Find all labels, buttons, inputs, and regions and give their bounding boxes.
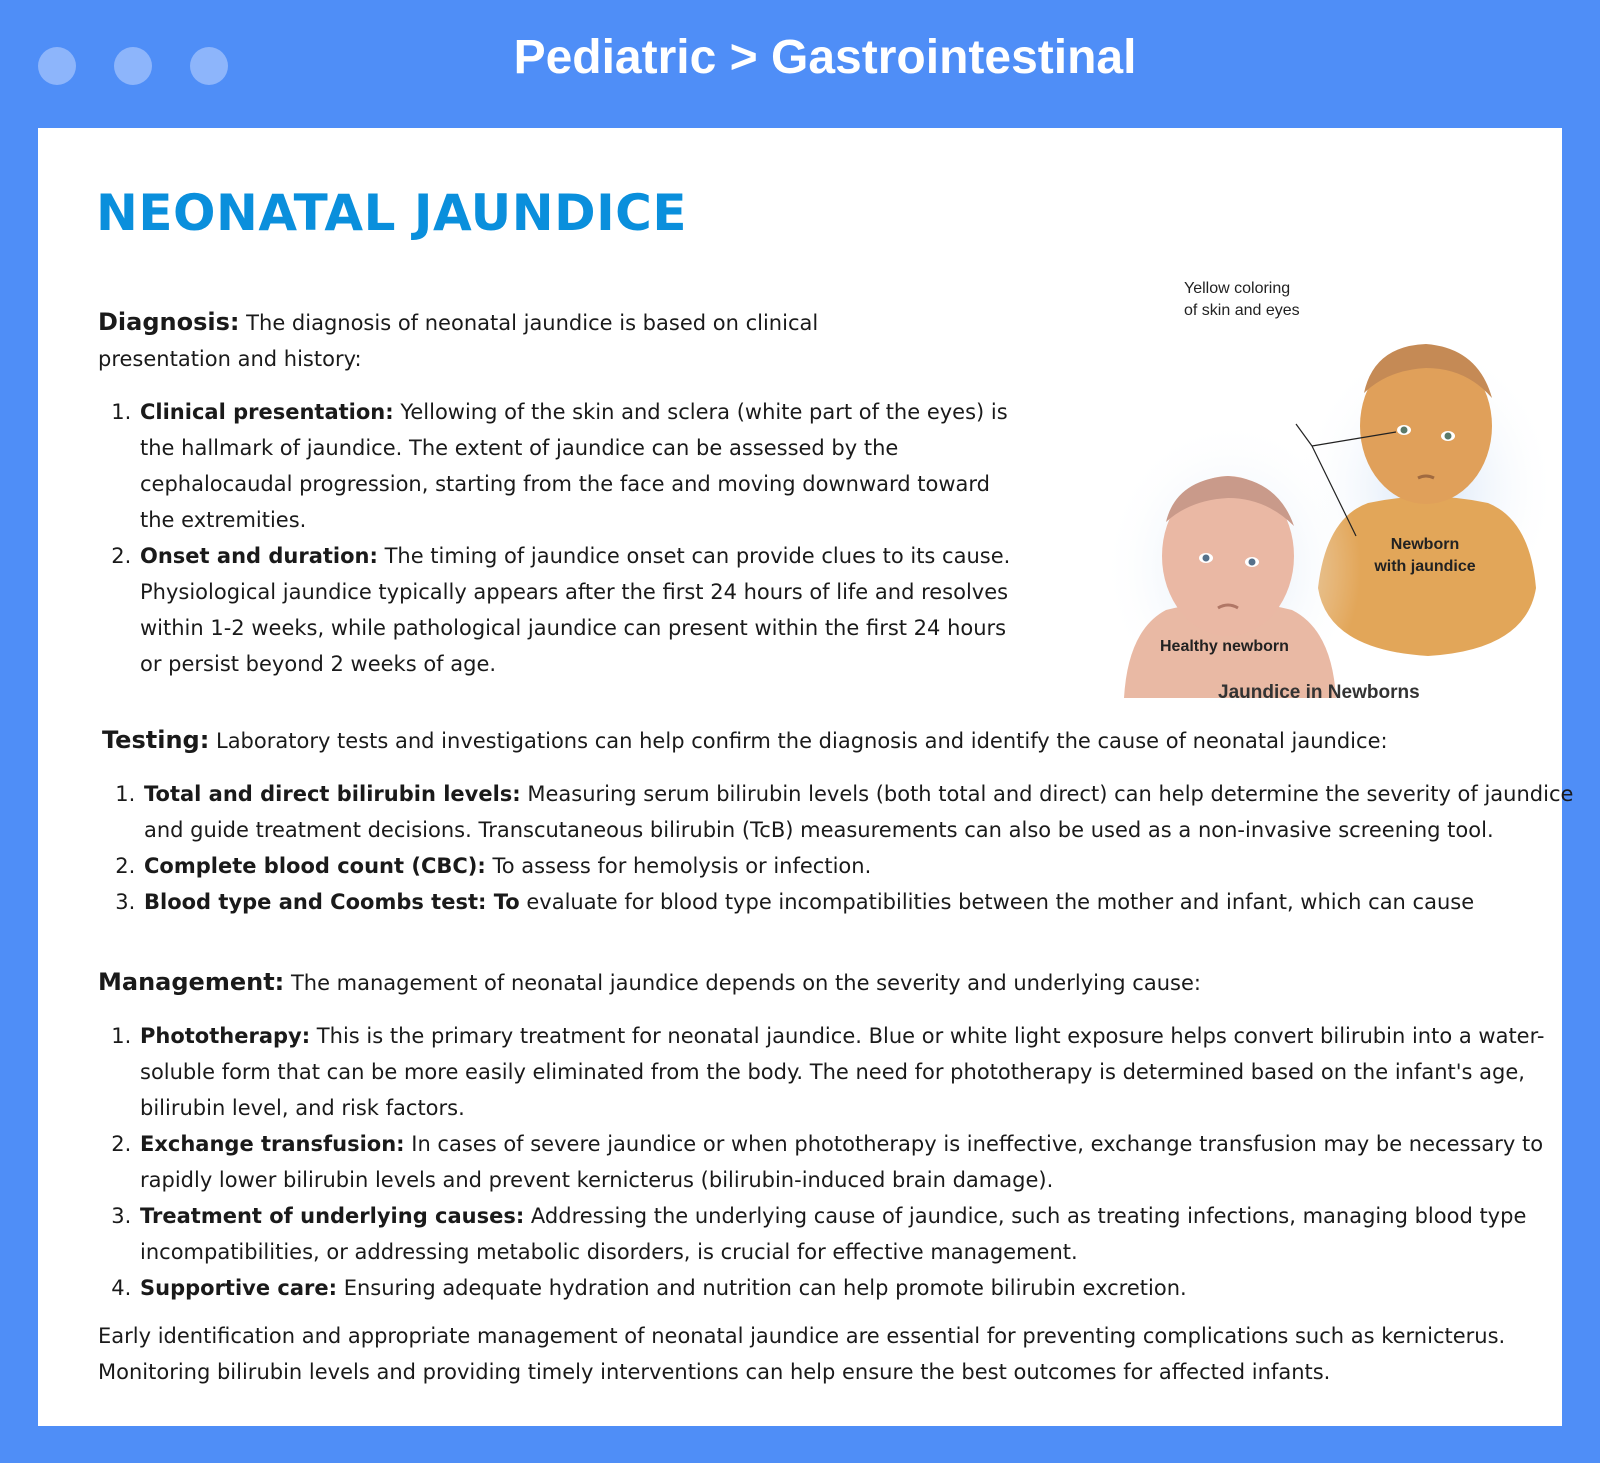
item-title: Supportive care: [140, 1276, 338, 1300]
item-text: Measuring serum bilirubin levels (both total and direct) can help determine the severity of jaundice and guide treatment decisions. Transcutaneous bilirubin (TcB) measurements can also be used as a non-invasive screening tool. [144, 782, 1574, 842]
item-title: Complete blood count (CBC): [144, 854, 486, 878]
item-title: Phototherapy: [140, 1024, 311, 1048]
list-item [138, 394, 1018, 538]
testing-intro-text: Laboratory tests and investigations can help confirm the diagnosis and identify the cause of neonatal jaundice: [209, 729, 1388, 753]
management-heading: Management: [98, 968, 285, 996]
diagnosis-heading: Diagnosis: [98, 308, 240, 336]
item-title: Blood type and Coombs test: To [144, 890, 520, 914]
list-item [142, 884, 1582, 920]
page-title: NEONATAL JAUNDICE [96, 184, 688, 242]
list-item [142, 848, 1582, 884]
conclusion-paragraph: Early identification and appropriate management of neonatal jaundice are essential for preventing complications such as kernicterus. Monitoring bilirubin levels and providing timely interventions can help ensure the best outcomes for affected infants. [98, 1324, 1506, 1384]
item-text: In cases of severe jaundice or when phototherapy is ineffective, exchange transfusion may be necessary to rapidly lower bilirubin levels and prevent kernicterus (bilirubin-induced brain damage). [140, 1132, 1544, 1192]
list-item [138, 1126, 1578, 1198]
list-item [138, 1270, 1578, 1306]
item-text: Yellowing of the skin and sclera (white part of the eyes) is the hallmark of jaundice. The extent of jaundice can be assessed by the cephalocaudal progression, starting from the face and moving downward toward the extremities. [140, 400, 1008, 532]
list-item [138, 538, 1018, 682]
list-item [138, 1018, 1578, 1126]
testing-intro [102, 722, 1542, 759]
item-title: Onset and duration: [140, 544, 378, 568]
list-item [138, 1198, 1578, 1270]
item-text: Ensuring adequate hydration and nutrition can help promote bilirubin excretion. [337, 1276, 1187, 1300]
item-title: Treatment of underlying causes: [140, 1204, 525, 1228]
management-list [98, 1018, 1578, 1306]
item-text: evaluate for blood type incompatibilities between the mother and infant, which can cause [519, 890, 1475, 914]
figure-caption: Jaundice in Newborns [1218, 682, 1420, 703]
content-sheet [38, 128, 1574, 1426]
healthy-label: Healthy newborn [1160, 638, 1289, 655]
item-title: Clinical presentation: [140, 400, 394, 424]
diagnosis-intro [98, 304, 878, 377]
jaundice-label-line-2: with jaundice [1374, 558, 1476, 575]
list-item [142, 776, 1582, 848]
callout-line-2: of skin and eyes [1184, 302, 1300, 319]
testing-list [102, 776, 1582, 920]
management-intro-text: The management of neonatal jaundice depends on the severity and underlying cause: [284, 971, 1201, 995]
item-text: The timing of jaundice onset can provide clues to its cause. Physiological jaundice typically appears after the first 24 hours of life and resolves within 1-2 weeks, while pathological jaundice can present within the first 24 hours or persist beyond 2 weeks of age. [140, 544, 1011, 676]
item-text: Addressing the underlying cause of jaundice, such as treating infections, managing blood type incompatibilities, or addressing metabolic disorders, is crucial for effective management. [140, 1204, 1527, 1264]
callout-label [1184, 278, 1300, 322]
item-text: To assess for hemolysis or infection. [485, 854, 872, 878]
item-title: Exchange transfusion: [140, 1132, 405, 1156]
diagnosis-list [98, 394, 1018, 682]
callout-line-1: Yellow coloring [1184, 280, 1291, 297]
jaundice-label [1368, 534, 1482, 578]
jaundice-label-line-1: Newborn [1390, 536, 1460, 553]
diagnosis-intro-text: The diagnosis of neonatal jaundice is based on clinical presentation and history: [98, 311, 819, 371]
item-title: Total and direct bilirubin levels: [144, 782, 521, 806]
jaundice-illustration [1106, 258, 1546, 718]
testing-heading: Testing: [102, 726, 210, 754]
breadcrumb: Pediatric > Gastrointestinal [513, 31, 1137, 84]
management-intro [98, 964, 1538, 1001]
item-text: This is the primary treatment for neonatal jaundice. Blue or white light exposure helps convert bilirubin into a water-soluble form that can be more easily eliminated from the body. The need for phototherapy is determined based on the infant's age, bilirubin level, and risk factors. [140, 1024, 1545, 1120]
